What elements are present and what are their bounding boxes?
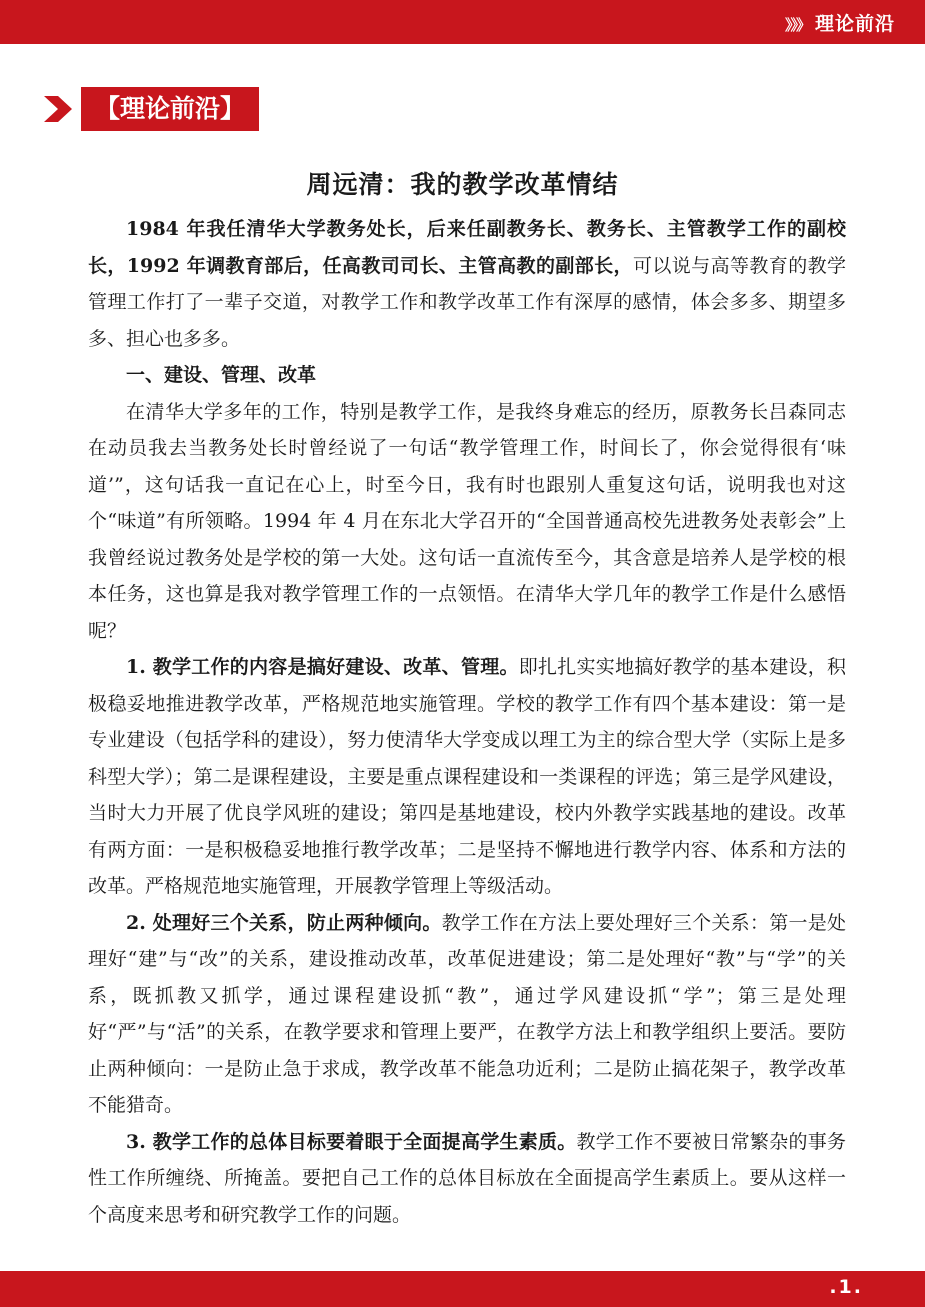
paragraph-intro (88, 211, 846, 357)
point-1-text: 即扎扎实实地搞好教学的基本建设，积极稳妥地推进教学改革，严格规范地实施管理。学校的教学工作有四个基本建设：第一是专业建设（包括学科的建设），努力使清华大学变成以理工为主的综合型大学（实际上是多科型大学）；第二是课程建设，主要是重点课程建设和一类课程的评选；第三是学风建设，当时大力开展了优良学风班的建设；第四是基地建设，校内外教学实践基地的建设。改革有两方面：一是积极稳妥地推行教学改革；二是坚持不懈地进行教学内容、体系和方法的改革。严格规范地实施管理，开展教学管理上等级活动。 (88, 656, 846, 897)
arrow-right-icon (44, 96, 72, 122)
paragraph-5 (88, 1124, 846, 1234)
point-1-heading: 1. 教学工作的内容是搞好建设、改革、管理。 (126, 656, 519, 678)
header-section-tag (785, 9, 895, 36)
point-2-text: 教学工作在方法上要处理好三个关系：第一是处理好“建”与“改”的关系，建设推动改革，改革促进建设；第二是处理好“教”与“学”的关系，既抓教又抓学，通过课程建设抓“教”，通过学风建设抓“学”；第三是处理好“严”与“活”的关系，在教学要求和管理上要严，在教学方法上和教学组织上要活。要防止两种倾向：一是防止急于求成，教学改革不能急功近利；二是防止搞花架子，教学改革不能猎奇。 (88, 911, 846, 1116)
intro-bold-text: 1984 年我任清华大学教务处长，后来任副教务长、教务长、主管教学工作的副校长，1992 年调教育部后，任高教司司长、主管高教的副部长， (88, 218, 846, 277)
paragraph-2: 在清华大学多年的工作，特别是教学工作，是我终身难忘的经历，原教务长吕森同志在动员我去当教务处长时曾经说了一句话“教学管理工作，时间长了，你会觉得很有‘味道’”，这句话我一直记在心上，时至今日，我有时也跟别人重复这句话，说明我也对这个“味道”有所领略。1994 年 4 月在东北大学召开的“全国普通高校先进教务处表彰会”上我曾经说过教务处是学校的第一大处。这句话一直流传至今，其含意是培养人是学校的根本任务，这也算是我对教学管理工作的一点领悟。在清华大学几年的教学工作是什么感悟呢？ (88, 400, 846, 642)
chevron-icon: 》》》 (784, 16, 809, 34)
paragraph-4 (88, 905, 846, 1124)
point-3-text: 教学工作不要被日常繁杂的事务性工作所缠绕、所掩盖。要把自己工作的总体目标放在全面提高学生素质上。要从这样一个高度来思考和研究教学工作的问题。 (88, 1130, 846, 1226)
page-number: .1. (829, 1276, 863, 1298)
point-2-heading: 2. 处理好三个关系，防止两种倾向。 (126, 911, 442, 934)
section-label: 【理论前沿】 (81, 87, 259, 131)
article-title: 周远清：我的教学改革情结 (306, 170, 619, 199)
header-bar (0, 0, 925, 44)
intro-text: 可以说与高等教育的教学管理工作打了一辈子交道，对教学工作和教学改革工作有深厚的感情，体会多多、期望多多、担心也多多。 (88, 254, 846, 350)
paragraph-3 (88, 649, 846, 905)
point-3-heading: 3. 教学工作的总体目标要着眼于全面提高学生素质。 (126, 1130, 577, 1153)
footer-bar (0, 1271, 925, 1307)
section-heading: 一、建设、管理、改革 (126, 364, 317, 386)
header-section-label: 理论前沿 (814, 13, 895, 35)
article-body (88, 211, 846, 1233)
